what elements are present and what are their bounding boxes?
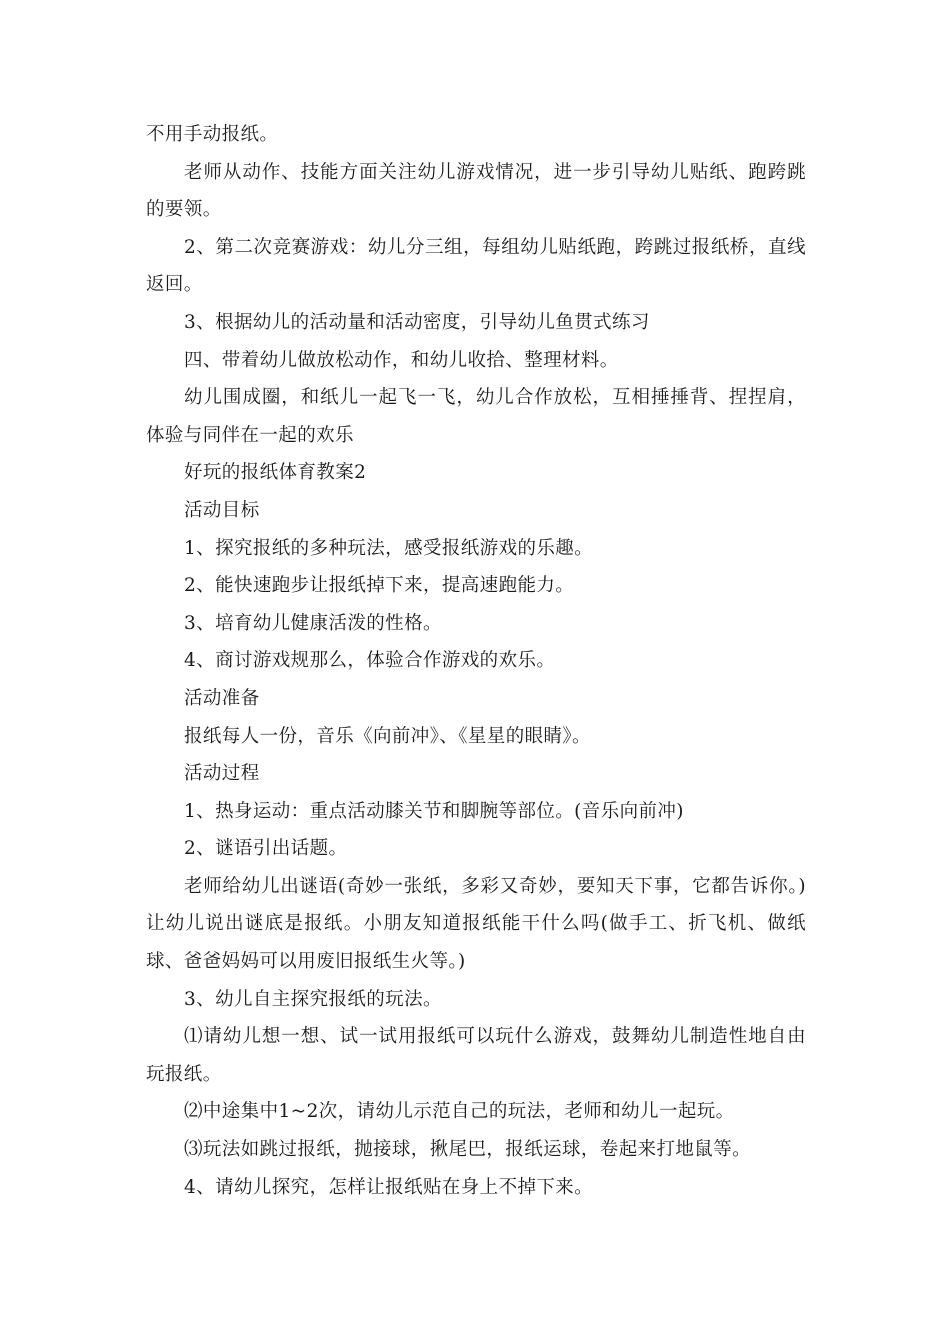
paragraph: 2、第二次竞赛游戏：幼儿分三组，每组幼儿贴纸跑，跨跳过报纸桥，直线返回。 [146,236,806,296]
paragraph: 3、根据幼儿的活动量和活动密度，引导幼儿鱼贯式练习 [184,311,650,333]
section-heading: 活动过程 [184,763,260,785]
section-heading: 好玩的报纸体育教案2 [184,462,367,484]
document-body [146,116,806,1206]
paragraph: 老师从动作、技能方面关注幼儿游戏情况，进一步引导幼儿贴纸、跑跨跳的要领。 [146,161,806,221]
list-item: 4、请幼儿探究，怎样让报纸贴在身上不掉下来。 [184,1176,594,1198]
paragraph: 幼儿围成圈，和纸儿一起飞一飞，幼儿合作放松，互相捶捶背、捏捏肩，体验与同伴在一起的欢乐 [146,387,806,446]
list-item: 1、探究报纸的多种玩法，感受报纸游戏的乐趣。 [184,537,594,559]
paragraph: 四、带着幼儿做放松动作，和幼儿收拾、整理材料。 [184,349,619,371]
list-item: 2、谜语引出话题。 [184,838,348,860]
list-item: 1、热身运动：重点活动膝关节和脚腕等部位。(音乐向前冲) [184,800,684,822]
paragraph: 报纸每人一份，音乐《向前冲》、《星星的眼睛》。 [184,725,591,747]
section-heading: 活动目标 [184,499,260,521]
paragraph: 不用手动报纸。 [146,124,279,145]
list-item: ⑴请幼儿想一想、试一试用报纸可以玩什么游戏，鼓舞幼儿制造性地自由玩报纸。 [146,1026,806,1085]
list-item: ⑶玩法如跳过报纸，抛接球，揪尾巴，报纸运球，卷起来打地鼠等。 [184,1139,752,1161]
list-item: 4、商讨游戏规那么，体验合作游戏的欢乐。 [184,650,556,672]
list-item: 3、培育幼儿健康活泼的性格。 [184,612,442,634]
list-item: ⑵中途集中1~2次，请幼儿示范自己的玩法，老师和幼儿一起玩。 [184,1101,735,1123]
paragraph: 老师给幼儿出谜语(奇妙一张纸，多彩又奇妙，要知天下事，它都告诉你。)让幼儿说出谜底是报纸。小朋友知道报纸能干什么吗(做手工、折飞机、做纸球、爸爸妈妈可以用废旧报纸生火等。) [146,875,806,973]
list-item: 2、能快速跑步让报纸掉下来，提高速跑能力。 [184,575,575,597]
list-item: 3、幼儿自主探究报纸的玩法。 [184,988,442,1010]
section-heading: 活动准备 [184,687,260,709]
